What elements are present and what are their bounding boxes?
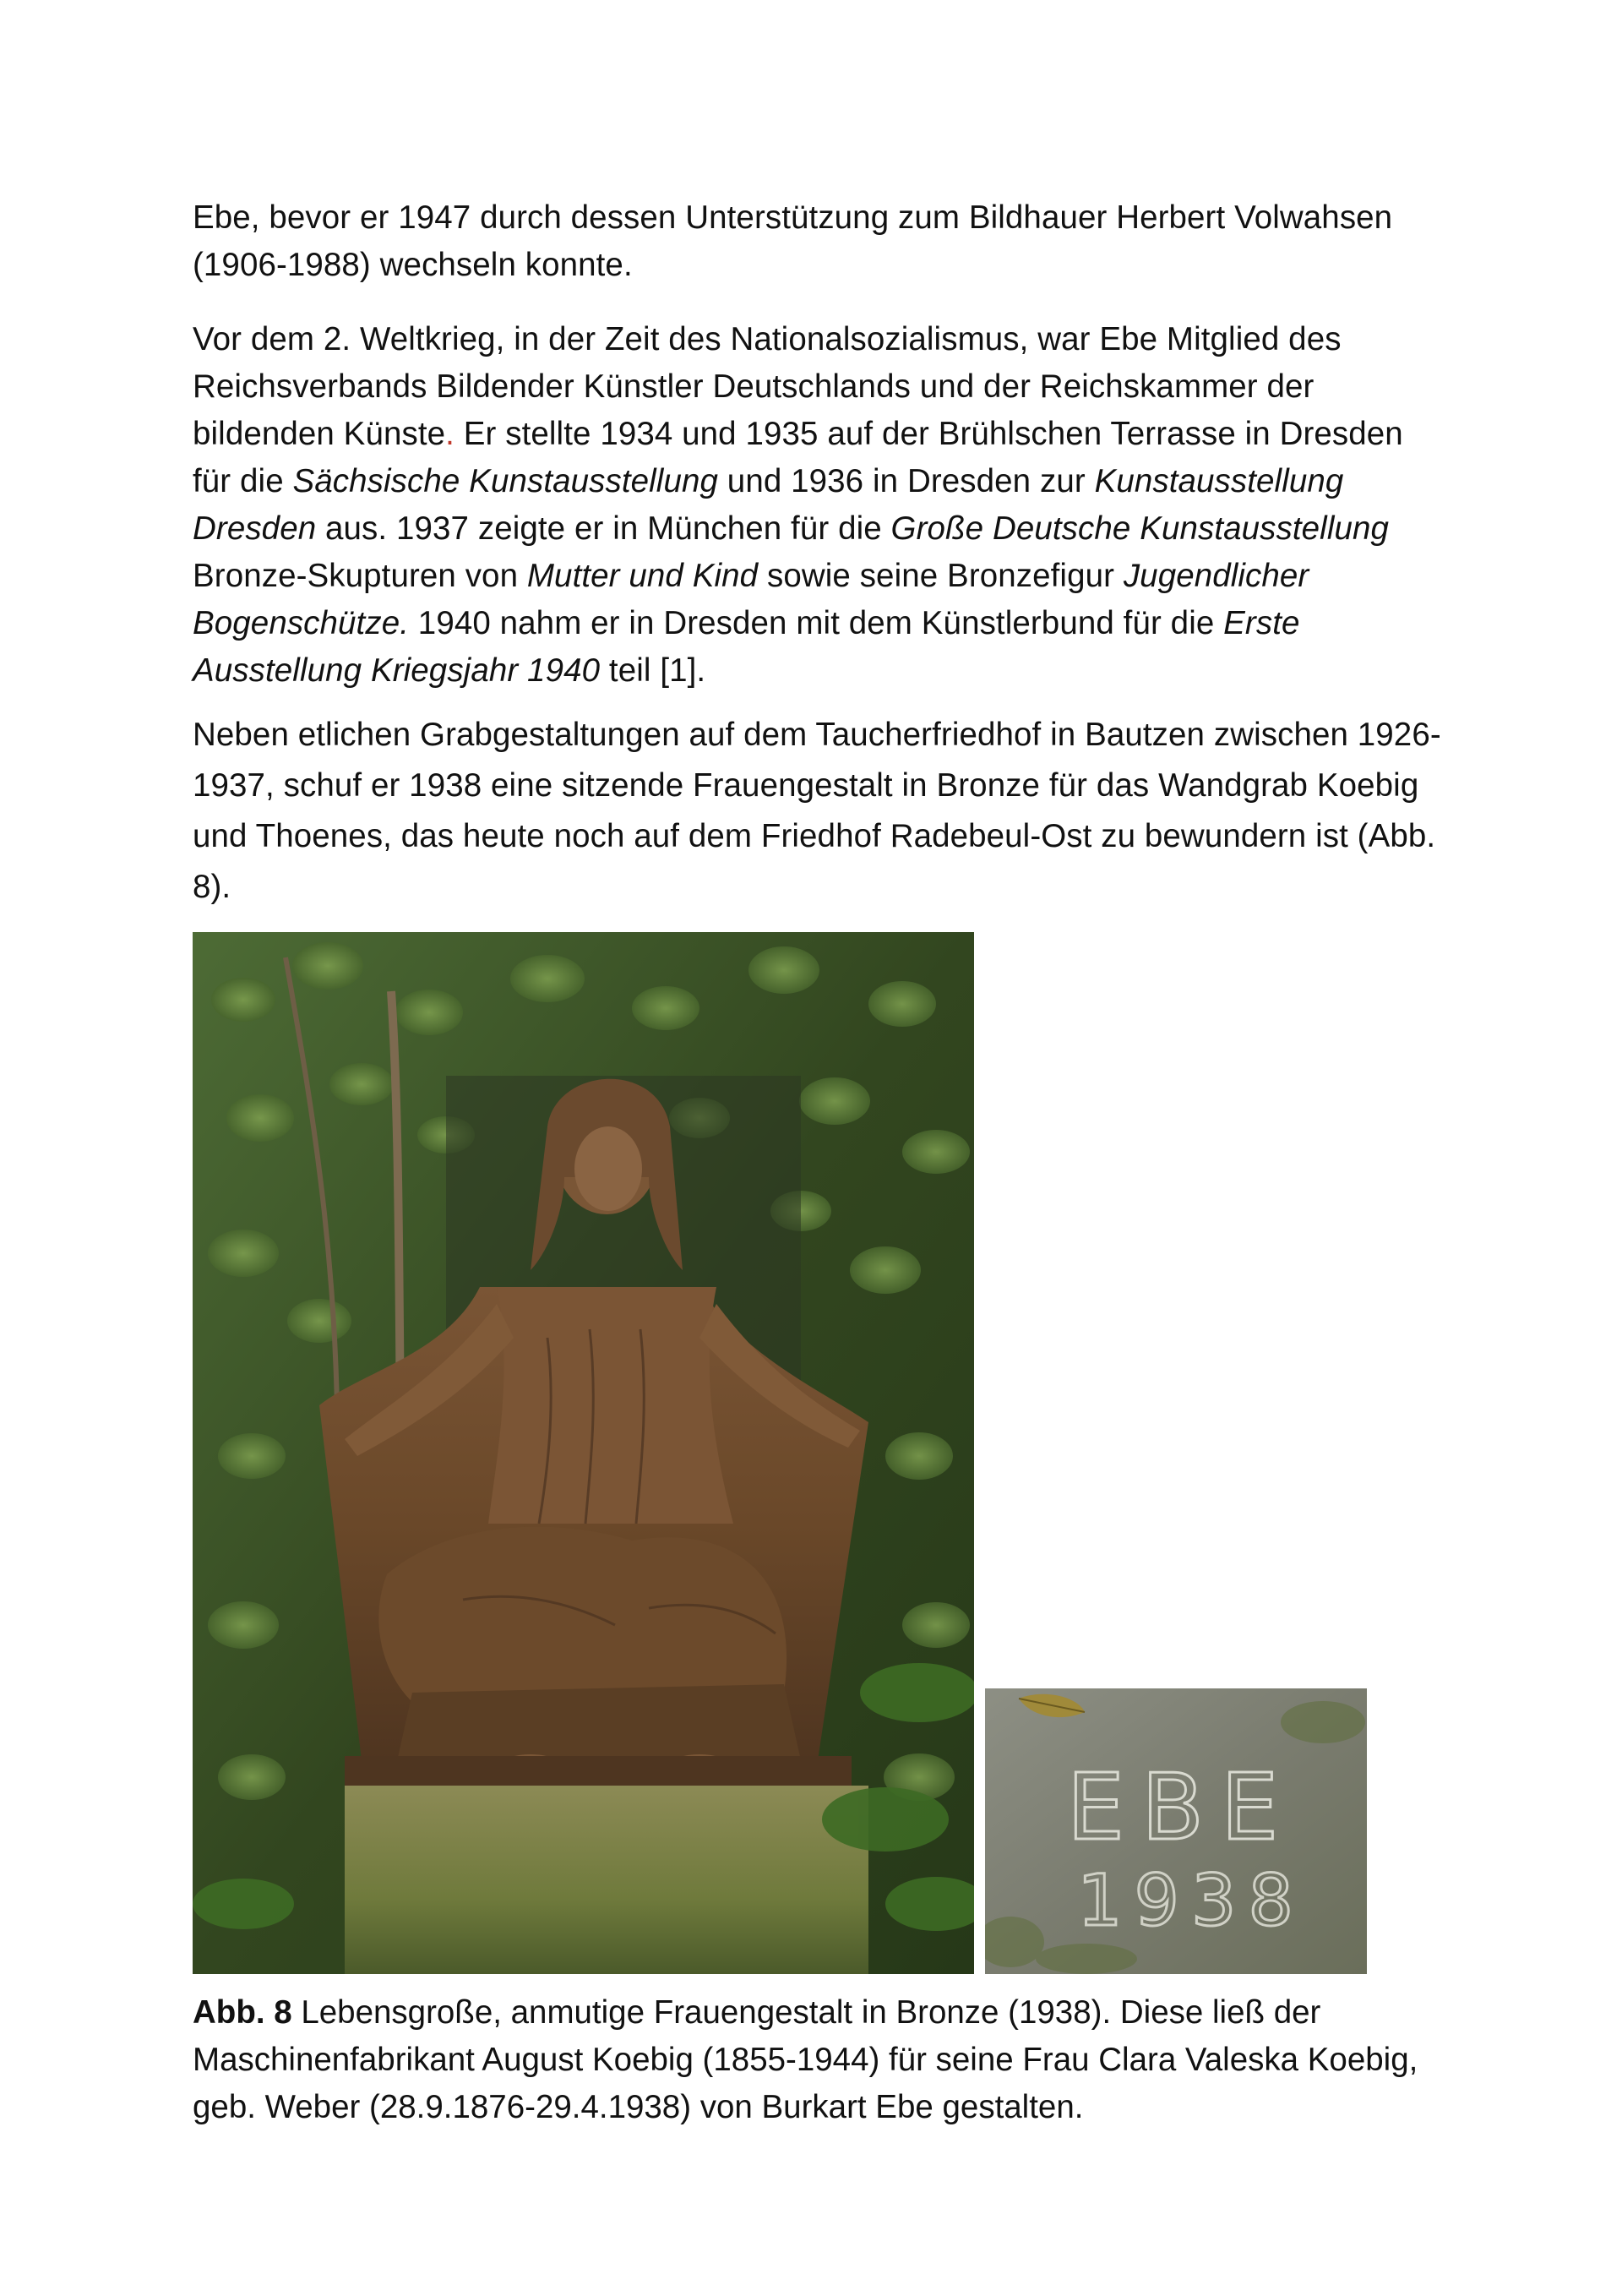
figure-caption-text: Lebensgroße, anmutige Frauengestalt in Bronze (1938). Diese ließ der Maschinenfabrikant August Koebig (1855-1944) für seine Frau Clara Valeska Koebig, geb. Weber (28.9.1876-29.4.1938) von Burkart Ebe gestalten.	[193, 1994, 1418, 2125]
figure-caption-label: Abb. 8	[193, 1994, 292, 2031]
inscription-photo-image	[985, 1688, 1367, 1974]
paragraph-2-red-dot: .	[445, 416, 454, 452]
paragraph-3	[193, 710, 1443, 913]
paragraph-2-text-7: 1940 nahm er in Dresden mit dem Künstlerbund für die	[409, 605, 1224, 641]
paragraph-2-text-1: Vor dem 2. Weltkrieg, in der Zeit des Nationalsozialismus, war Ebe Mitglied des Reichsverbands Bildender Künstler Deutschlands und der Reichskammer der bildenden Künste	[193, 321, 1342, 452]
artwork-title-2: Jugendlicher Bogenschütze.	[193, 558, 1309, 641]
exhibition-title-3: Große Deutsche Kunstausstellung	[890, 510, 1390, 547]
paragraph-1-text: Ebe, bevor er 1947 durch dessen Unterstützung zum Bildhauer Herbert Volwahsen (1906-1988) wechseln konnte.	[193, 199, 1393, 283]
inscription-photo	[985, 1688, 1367, 1974]
inscription-name: EBE	[1066, 1755, 1296, 1861]
exhibition-title-4: Erste Ausstellung Kriegsjahr 1940	[193, 605, 1300, 689]
paragraph-2-text-5: Bronze-Skupturen von	[193, 558, 527, 594]
paragraph-2-text-6: sowie seine Bronzefigur	[758, 558, 1124, 594]
paragraph-2	[193, 316, 1443, 695]
paragraph-2-text-3: und 1936 in Dresden zur	[718, 463, 1095, 499]
paragraph-3-text: Neben etlichen Grabgestaltungen auf dem Taucherfriedhof in Bautzen zwischen 1926-1937, schuf er 1938 eine sitzende Frauengestalt in Bronze für das Wandgrab Koebig und Thoenes, das heute noch auf dem Friedhof Radebeul-Ost zu bewundern ist (Abb. 8).	[193, 717, 1441, 905]
paragraph-2-text-8: teil [1].	[600, 652, 706, 689]
exhibition-title-2: Kunstausstellung Dresden	[193, 463, 1344, 547]
sculpture-photo-image	[193, 932, 974, 1974]
artwork-title-1: Mutter und Kind	[526, 558, 759, 594]
exhibition-title-1: Sächsische Kunstausstellung	[292, 463, 719, 499]
sculpture-photo	[193, 932, 974, 1974]
figure-caption	[193, 1989, 1443, 2131]
inscription-year: 1938	[1077, 1859, 1305, 1942]
paragraph-1	[193, 194, 1443, 289]
paragraph-2-text-2: Er stellte 1934 und 1935 auf der Brühlschen Terrasse in Dresden für die	[193, 416, 1403, 499]
paragraph-2-text-4: aus. 1937 zeigte er in München für die	[316, 510, 891, 547]
